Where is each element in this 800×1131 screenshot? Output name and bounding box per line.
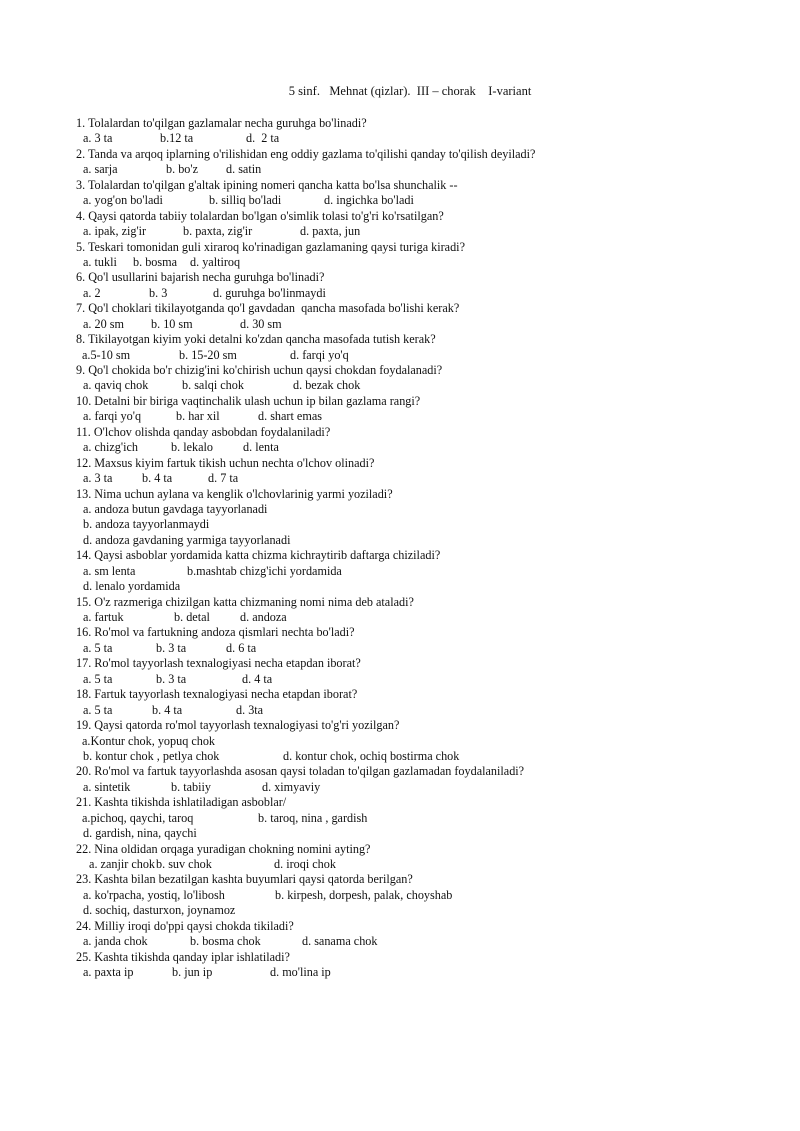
question-text: 8. Tikilayotgan kiyim yoki detalni ko'zdan qancha masofada tutish kerak?	[76, 332, 436, 347]
answer-options-row	[76, 734, 776, 749]
answer-option: d. ingichka bo'ladi	[324, 193, 414, 208]
answer-option: d. andoza	[240, 610, 287, 624]
question-text: 12. Maxsus kiyim fartuk tikish uchun nechta o'lchov olinadi?	[76, 455, 375, 470]
answer-option: a. zanjir chok	[86, 857, 156, 871]
answer-option: a. ko'rpacha, yostiq, lo'libosh	[83, 887, 225, 902]
answer-options-row	[76, 224, 776, 239]
answer-options-row	[76, 811, 776, 826]
answer-options-row	[76, 672, 776, 687]
answer-option: d. 4 ta	[242, 671, 273, 686]
answer-option: d. 3ta	[236, 702, 264, 717]
answer-options-row	[76, 409, 776, 424]
answer-options-row	[76, 517, 776, 532]
answer-option: a. qaviq chok	[83, 378, 149, 393]
answer-option: a. fartuk	[83, 610, 124, 624]
answer-options-row	[76, 903, 776, 918]
answer-option: a. 5 ta	[83, 671, 113, 686]
answer-option: a.5-10 sm	[82, 347, 131, 362]
answer-options-row	[76, 965, 776, 980]
question-text: 7. Qo'l choklari tikilayotganda qo'l gavdadan qancha masofada bo'lishi kerak?	[76, 301, 460, 316]
answer-option: a. sm lenta	[83, 563, 136, 578]
answer-options-row	[76, 826, 776, 841]
answer-option: a. sarja	[83, 162, 118, 177]
answer-options-row	[76, 703, 776, 718]
answer-options-row	[76, 502, 776, 517]
answer-options-row	[76, 440, 776, 455]
answer-option: b. jun ip	[172, 965, 213, 980]
answer-option: b. 15-20 sm	[179, 347, 237, 362]
answer-option: d. farqi yo'q	[290, 347, 349, 362]
answer-options-row	[76, 857, 776, 872]
answer-option: b. bosma chok	[190, 934, 261, 949]
answer-option: b. 3 ta	[156, 640, 187, 655]
answer-option: d. gardish, nina, qaychi	[83, 826, 197, 841]
answer-options-row	[76, 348, 776, 363]
answer-option: b.mashtab chizg'ichi yordamida	[187, 563, 342, 578]
answer-option: a. sintetik	[83, 779, 131, 794]
question-text: 20. Ro'mol va fartuk tayyorlashda asosan qaysi toladan to'qilgan gazlamadan foydalaniladi?	[76, 764, 525, 779]
answer-option: a. paxta ip	[83, 965, 134, 980]
answer-option: b. bo'z	[166, 162, 198, 177]
answer-option: d. mo'lina ip	[270, 965, 331, 980]
answer-options-row	[76, 131, 776, 146]
answer-option: a. ipak, zig'ir	[83, 224, 147, 239]
answer-option: d. 7 ta	[208, 471, 239, 486]
answer-options-row	[76, 317, 776, 332]
answer-option: a. yog'on bo'ladi	[83, 193, 163, 208]
question-text: 15. O'z razmeriga chizilgan katta chizmaning nomi nima deb ataladi?	[76, 594, 414, 609]
answer-option: d. paxta, jun	[300, 224, 361, 239]
answer-options-row	[76, 471, 776, 486]
question-text: 13. Nima uchun aylana va kenglik o'lchovlarinig yarmi yoziladi?	[76, 486, 393, 501]
answer-option: a. 5 ta	[83, 702, 113, 717]
answer-options-row	[76, 749, 776, 764]
answer-option: a. janda chok	[83, 934, 148, 949]
question-text: 18. Fartuk tayyorlash texnalogiyasi necha etapdan iborat?	[76, 687, 358, 702]
question-text: 9. Qo'l chokida bo'r chizig'ini ko'chirish uchun qaysi chokdan foydalanadi?	[76, 363, 443, 377]
answer-option: b.12 ta	[160, 131, 194, 146]
question-text: 22. Nina oldidan orqaga yuradigan chokning nomini ayting?	[76, 841, 371, 856]
question-text: 25. Kashta tikishda qanday iplar ishlatiladi?	[76, 949, 290, 964]
answer-option: b. kirpesh, dorpesh, palak, choyshab	[275, 887, 453, 902]
page-title: 5 sinf. Mehnat (qizlar). III – chorak I-variant	[288, 84, 532, 98]
answer-option: d. 6 ta	[226, 640, 257, 655]
answer-option: b. 10 sm	[151, 316, 193, 331]
answer-option: b. kontur chok , petlya chok	[83, 748, 220, 763]
answer-option: d. 2 ta	[246, 131, 280, 146]
answer-option: a.pichoq, qaychi, taroq	[82, 810, 194, 825]
answer-options-row	[76, 162, 776, 177]
answer-option: a. 5 ta	[83, 640, 113, 655]
answer-option: d. lenalo yordamida	[83, 579, 181, 594]
answer-option: b. suv chok	[156, 857, 212, 871]
answer-option: d. sochiq, dasturxon, joynamoz	[83, 903, 236, 918]
question-text: 5. Teskari tomonidan guli xiraroq ko'rinadigan gazlamaning qaysi turiga kiradi?	[76, 239, 465, 254]
answer-options-row	[76, 641, 776, 656]
answer-options-row	[76, 780, 776, 795]
question-text: 14. Qaysi asboblar yordamida katta chizma kichraytirib daftarga chiziladi?	[76, 548, 441, 563]
answer-option: b. taroq, nina , gardish	[258, 810, 368, 825]
answer-option: a. andoza butun gavdaga tayyorlanadi	[83, 501, 268, 516]
answer-option: d. lenta	[243, 440, 279, 455]
answer-option: b. bosma	[133, 254, 178, 269]
answer-option: d. kontur chok, ochiq bostirma chok	[283, 748, 460, 763]
answer-option: b. har xil	[176, 409, 220, 424]
answer-option: b. tabiiy	[171, 779, 211, 794]
answer-options-row	[76, 378, 776, 393]
question-text: 16. Ro'mol va fartukning andoza qismlari nechta bo'ladi?	[76, 625, 355, 640]
question-text: 24. Milliy iroqi do'ppi qaysi chokda tikiladi?	[76, 918, 294, 933]
question-text: 23. Kashta bilan bezatilgan kashta buyumlari qaysi qatorda berilgan?	[76, 872, 413, 887]
answer-option: d. 30 sm	[240, 316, 282, 331]
answer-options-row	[76, 564, 776, 579]
answer-option: d. ximyaviy	[262, 779, 321, 794]
answer-option: a.Kontur chok, yopuq chok	[82, 733, 216, 748]
question-text: 21. Kashta tikishda ishlatiladigan asboblar/	[76, 795, 287, 810]
answer-options-row	[76, 533, 776, 548]
answer-options-row	[76, 579, 776, 594]
answer-option: d. iroqi chok	[274, 857, 336, 871]
question-text: 4. Qaysi qatorda tabiiy tolalardan bo'lgan o'simlik tolasi to'g'ri ko'rsatilgan?	[76, 208, 444, 223]
answer-option: d. bezak chok	[293, 378, 361, 393]
answer-option: d. andoza gavdaning yarmiga tayyorlanadi	[83, 532, 291, 547]
answer-options-row	[76, 934, 776, 949]
answer-option: a. 2	[83, 285, 101, 300]
answer-option: b. salqi chok	[182, 378, 244, 393]
answer-option: d. sanama chok	[302, 934, 378, 949]
question-text: 17. Ro'mol tayyorlash texnalogiyasi necha etapdan iborat?	[76, 656, 361, 671]
answer-option: a. 3 ta	[83, 471, 113, 486]
answer-option: a. tukli	[83, 254, 117, 269]
answer-option: a. 3 ta	[83, 131, 113, 146]
answer-option: a. farqi yo'q	[83, 409, 142, 424]
answer-option: d. guruhga bo'linmaydi	[213, 285, 326, 300]
answer-option: b. silliq bo'ladi	[209, 193, 282, 208]
answer-option: a. 20 sm	[83, 316, 124, 331]
answer-options-row	[76, 193, 776, 208]
answer-option: b. 4 ta	[142, 471, 173, 486]
answer-options-row	[76, 888, 776, 903]
question-text: 1. Tolalardan to'qilgan gazlamalar necha guruhga bo'linadi?	[76, 116, 367, 130]
answer-option: b. 3 ta	[156, 671, 187, 686]
answer-option: b. lekalo	[171, 440, 213, 455]
answer-options-row	[76, 286, 776, 301]
answer-option: d. satin	[226, 162, 262, 177]
answer-option: b. 3	[149, 285, 168, 300]
question-text: 6. Qo'l usullarini bajarish necha guruhga bo'linadi?	[76, 270, 325, 285]
question-text: 11. O'lchov olishda qanday asbobdan foydalaniladi?	[76, 424, 331, 439]
answer-option: b. paxta, zig'ir	[183, 224, 253, 239]
answer-option: d. yaltiroq	[190, 254, 241, 269]
question-text: 19. Qaysi qatorda ro'mol tayyorlash texnalogiyasi to'g'ri yozilgan?	[76, 718, 400, 733]
question-text: 10. Detalni bir biriga vaqtinchalik ulash uchun ip bilan gazlama rangi?	[76, 393, 421, 408]
answer-option: d. shart emas	[258, 409, 322, 424]
question-list	[76, 116, 776, 981]
answer-options-row	[76, 610, 776, 625]
answer-option: b. andoza tayyorlanmaydi	[83, 517, 210, 532]
answer-option: b. 4 ta	[152, 702, 183, 717]
answer-option: b. detal	[174, 610, 210, 624]
question-text: 2. Tanda va arqoq iplarning o'rilishidan eng oddiy gazlama to'qilishi qanday to'qilish deyiladi?	[76, 146, 536, 161]
question-text: 3. Tolalardan to'qilgan g'altak ipining nomeri qancha katta bo'lsa shunchalik --	[76, 177, 458, 192]
answer-option: a. chizg'ich	[83, 440, 138, 455]
answer-options-row	[76, 255, 776, 270]
